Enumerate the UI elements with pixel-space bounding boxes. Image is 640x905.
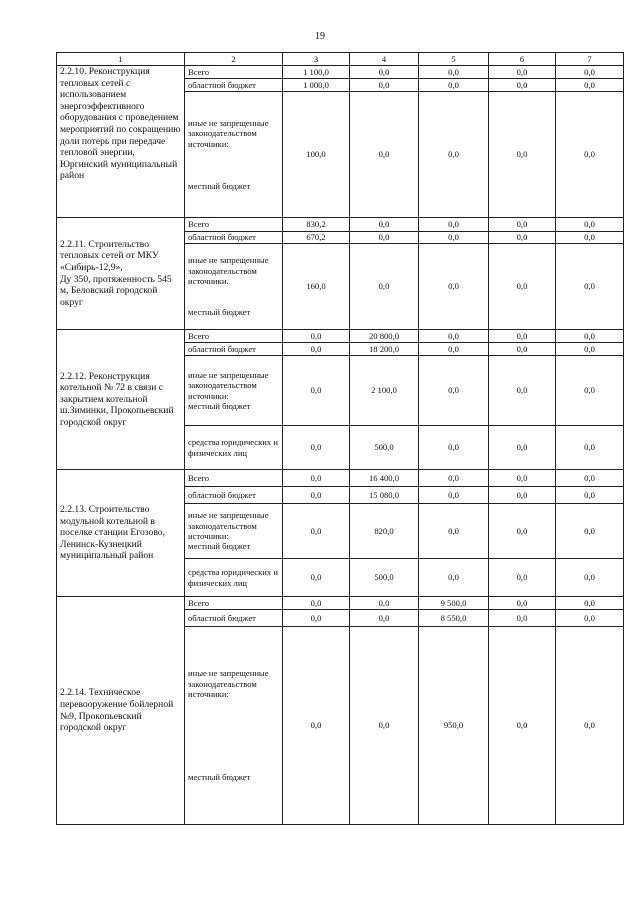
amount-cell: 0,0	[350, 92, 419, 218]
amount-cell: 500,0	[350, 426, 419, 470]
amount-cell: 9 500,0	[419, 597, 489, 610]
amount-cell: 0,0	[489, 597, 556, 610]
funding-source: средства юридических и физических лиц	[185, 559, 283, 597]
amount-cell: 1 000,0	[283, 79, 350, 92]
amount-cell: 0,0	[350, 597, 419, 610]
amount-cell: 100,0	[283, 92, 350, 218]
amount-cell: 0,0	[556, 343, 624, 356]
amount-cell: 0,0	[489, 218, 556, 232]
amount-cell: 0,0	[350, 232, 419, 244]
amount-cell: 950,0	[419, 627, 489, 825]
amount-cell: 0,0	[489, 627, 556, 825]
amount-cell: 0,0	[556, 92, 624, 218]
amount-cell: 820,0	[350, 504, 419, 559]
header-cell: 6	[489, 53, 556, 66]
amount-cell: 0,0	[556, 470, 624, 487]
amount-cell: 0,0	[556, 610, 624, 627]
funding-source: иные не запрещенные законодательством источники: местный бюджет	[185, 92, 283, 218]
amount-cell: 0,0	[556, 559, 624, 597]
project-description: 2.2.14. Техническое перевооружение бойлерной №9, Прокопьевский городской округ	[57, 597, 185, 825]
table-row	[57, 330, 624, 343]
amount-cell: 0,0	[489, 343, 556, 356]
amount-cell: 16 400,0	[350, 470, 419, 487]
amount-cell: 0,0	[350, 79, 419, 92]
amount-cell: 0,0	[350, 66, 419, 79]
amount-cell: 0,0	[419, 330, 489, 343]
amount-cell: 0,0	[350, 627, 419, 825]
header-cell: 5	[419, 53, 489, 66]
table-row	[57, 218, 624, 232]
amount-cell: 1 100,0	[283, 66, 350, 79]
amount-cell: 0,0	[489, 426, 556, 470]
amount-cell: 160,0	[283, 244, 350, 330]
amount-cell: 18 200,0	[350, 343, 419, 356]
amount-cell: 0,0	[419, 426, 489, 470]
amount-cell: 0,0	[350, 610, 419, 627]
amount-cell: 0,0	[556, 487, 624, 504]
funding-source: Всего	[185, 330, 283, 343]
amount-cell: 0,0	[419, 356, 489, 426]
amount-cell: 0,0	[350, 244, 419, 330]
amount-cell: 500,0	[350, 559, 419, 597]
amount-cell: 0,0	[283, 504, 350, 559]
amount-cell: 0,0	[489, 504, 556, 559]
amount-cell: 0,0	[419, 559, 489, 597]
amount-cell: 0,0	[419, 244, 489, 330]
amount-cell: 0,0	[556, 218, 624, 232]
amount-cell: 20 800,0	[350, 330, 419, 343]
amount-cell: 0,0	[489, 356, 556, 426]
amount-cell: 0,0	[556, 79, 624, 92]
amount-cell: 670,2	[283, 232, 350, 244]
funding-source: средства юридических и физических лиц	[185, 426, 283, 470]
amount-cell: 0,0	[489, 559, 556, 597]
amount-cell: 0,0	[556, 330, 624, 343]
funding-source: областной бюджет	[185, 79, 283, 92]
amount-cell: 0,0	[556, 504, 624, 559]
amount-cell: 0,0	[556, 66, 624, 79]
funding-source: Всего	[185, 66, 283, 79]
amount-cell: 0,0	[283, 559, 350, 597]
header-cell: 3	[283, 53, 350, 66]
amount-cell: 0,0	[556, 627, 624, 825]
amount-cell: 0,0	[419, 66, 489, 79]
project-description: 2.2.10. Реконструкция тепловых сетей с использованием энергоэффективного оборудования с проведением мероприятий по сокращению доли потерь при передаче тепловой энергии, Юргинский муниципальный район	[57, 66, 185, 218]
funding-source: иные не запрещенные законодательством источники: местный бюджет	[185, 504, 283, 559]
amount-cell: 0,0	[489, 470, 556, 487]
project-description: 2.2.12. Реконструкция котельной № 72 в связи с закрытием котельной ш.Зиминки, Прокопьевский городской округ	[57, 330, 185, 470]
amount-cell: 0,0	[556, 597, 624, 610]
header-cell: 4	[350, 53, 419, 66]
header-row	[57, 53, 624, 66]
amount-cell: 0,0	[489, 244, 556, 330]
amount-cell: 830,2	[283, 218, 350, 232]
amount-cell: 0,0	[489, 79, 556, 92]
funding-source: иные не запрещенные законодательством источники: местный бюджет	[185, 627, 283, 825]
header-cell: 2	[185, 53, 283, 66]
project-description: 2.2.11. Строительство тепловых сетей от МКУ «Сибирь-12,9», Ду 350, протяженность 545 м, Беловский городской округ	[57, 218, 185, 330]
amount-cell: 0,0	[283, 597, 350, 610]
amount-cell: 0,0	[489, 487, 556, 504]
budget-table	[56, 52, 624, 825]
amount-cell: 0,0	[419, 470, 489, 487]
header-cell: 1	[57, 53, 185, 66]
amount-cell: 0,0	[283, 330, 350, 343]
amount-cell: 0,0	[350, 218, 419, 232]
funding-source: областной бюджет	[185, 232, 283, 244]
amount-cell: 0,0	[283, 426, 350, 470]
table-row	[57, 597, 624, 610]
amount-cell: 0,0	[283, 356, 350, 426]
table-row	[57, 470, 624, 487]
amount-cell: 0,0	[283, 343, 350, 356]
amount-cell: 8 550,0	[419, 610, 489, 627]
funding-source: иные не запрещенные законодательством источники. местный бюджет	[185, 244, 283, 330]
amount-cell: 0,0	[283, 610, 350, 627]
amount-cell: 0,0	[419, 232, 489, 244]
amount-cell: 0,0	[419, 79, 489, 92]
funding-source: Всего	[185, 218, 283, 232]
amount-cell: 15 080,0	[350, 487, 419, 504]
amount-cell: 0,0	[283, 487, 350, 504]
amount-cell: 0,0	[283, 470, 350, 487]
amount-cell: 0,0	[489, 92, 556, 218]
amount-cell: 0,0	[419, 343, 489, 356]
amount-cell: 0,0	[556, 356, 624, 426]
amount-cell: 0,0	[283, 627, 350, 825]
amount-cell: 0,0	[556, 426, 624, 470]
funding-source: иные не запрещенные законодательством источники: местный бюджет	[185, 356, 283, 426]
header-cell: 7	[556, 53, 624, 66]
amount-cell: 0,0	[489, 66, 556, 79]
amount-cell: 0,0	[556, 244, 624, 330]
funding-source: областной бюджет	[185, 343, 283, 356]
page-number: 19	[315, 31, 325, 42]
project-description: 2.2.13. Строительство модульной котельной в поселке станции Егозово, Ленинск-Кузнецкий муниципальный район	[57, 470, 185, 597]
funding-source: Всего	[185, 470, 283, 487]
amount-cell: 2 100,0	[350, 356, 419, 426]
amount-cell: 0,0	[489, 330, 556, 343]
amount-cell: 0,0	[419, 218, 489, 232]
funding-source: областной бюджет	[185, 610, 283, 627]
amount-cell: 0,0	[489, 232, 556, 244]
amount-cell: 0,0	[489, 610, 556, 627]
amount-cell: 0,0	[419, 504, 489, 559]
funding-source: Всего	[185, 597, 283, 610]
table-row	[57, 66, 624, 79]
funding-source: областной бюджет	[185, 487, 283, 504]
amount-cell: 0,0	[419, 92, 489, 218]
amount-cell: 0,0	[419, 487, 489, 504]
amount-cell: 0,0	[556, 232, 624, 244]
